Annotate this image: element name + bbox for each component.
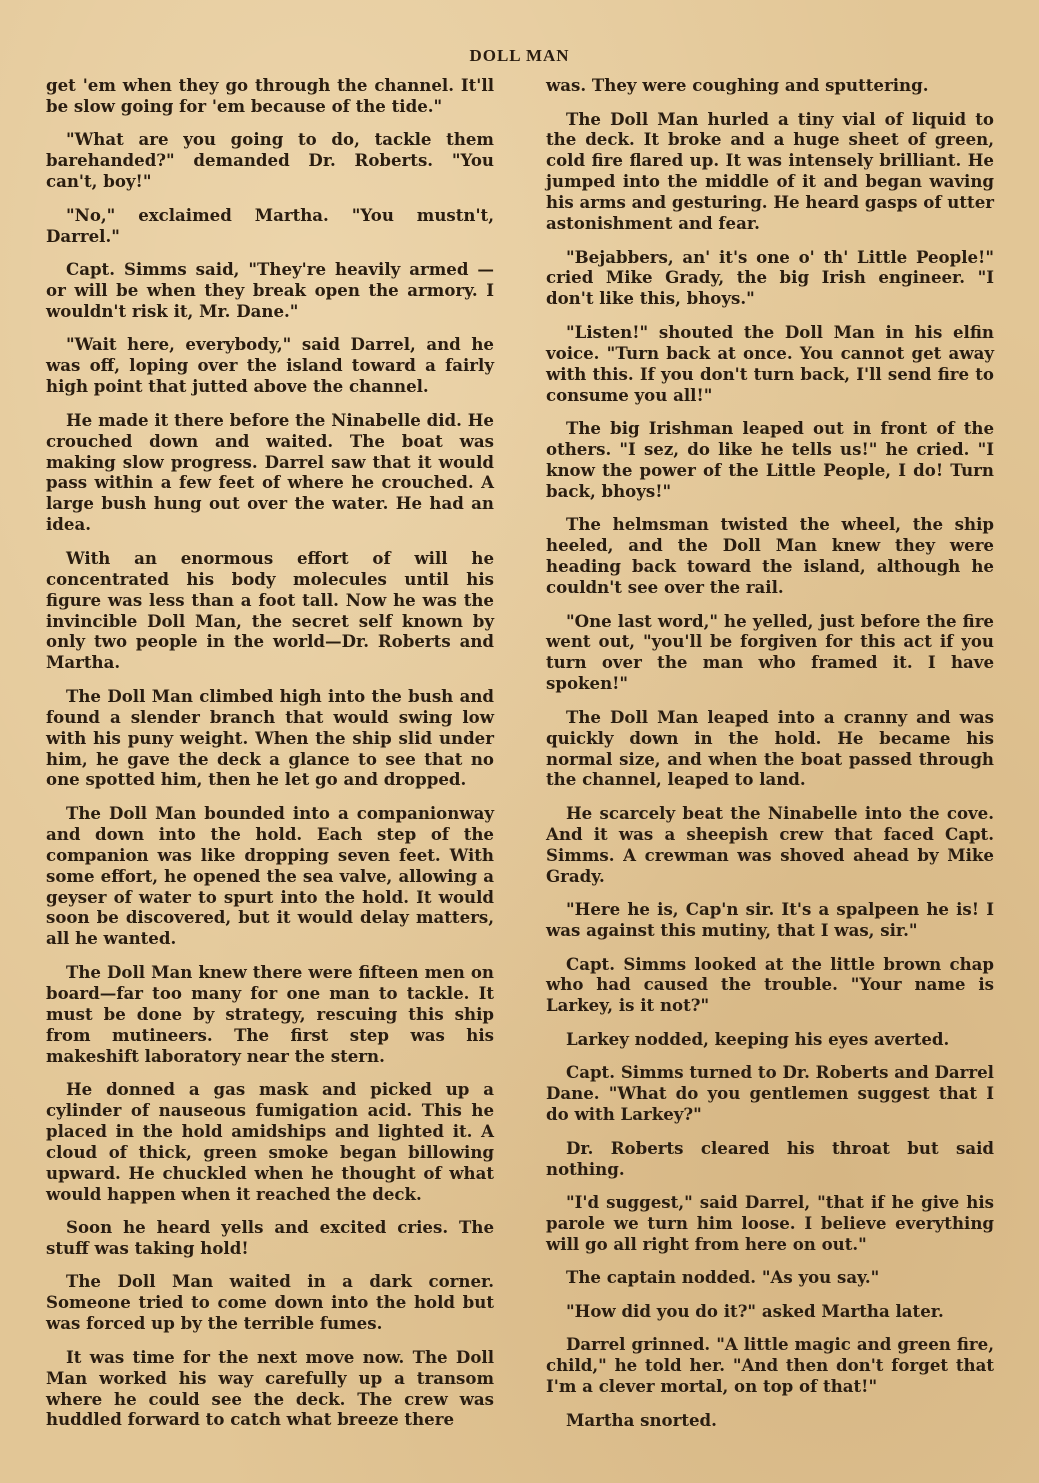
paragraph: He scarcely beat the Ninabelle into the cove. And it was a sheepish crew that faced Capt. Simms. A crewman was shoved ahead by Mike Grady. (546, 802, 994, 886)
paragraph: The Doll Man climbed high into the bush and found a slender branch that would swing low with his puny weight. When the ship slid under him, he gave the deck a glance to see that no one spotted him, then he let go and dropped. (46, 685, 494, 790)
paragraph: The Doll Man leaped into a cranny and was quickly down in the hold. He became his normal size, and when the boat passed through the channel, leaped to land. (546, 706, 994, 790)
paragraph: "Here he is, Cap'n sir. It's a spalpeen he is! I was against this mutiny, that I was, sir." (546, 899, 994, 941)
paragraph: The Doll Man hurled a tiny vial of liquid to the deck. It broke and a huge sheet of green, cold fire flared up. It was intensely brilliant. He jumped into the middle of it and began waving his arms and gesturing. He heard gasps of utter astonishment and fear. (546, 108, 994, 234)
paragraph: Larkey nodded, keeping his eyes averted. (566, 1028, 950, 1049)
paragraph: The big Irishman leaped out in front of the others. "I sez, do like he tells us!" he cried. "I know the power of the Little People, I do! Turn back, bhoys!" (546, 418, 994, 501)
paragraph: "No," exclaimed Martha. "You mustn't, Darrel." (46, 204, 494, 246)
paragraph: Soon he heard yells and excited cries. The stuff was taking hold! (46, 1217, 494, 1258)
paragraph: The Doll Man bounded into a companionway and down into the hold. Each step of the companion was like dropping seven feet. With some effort, he opened the sea valve, allowing a geyser of water to spurt into the hold. It would soon be discovered, but it would delay matters, all he wanted. (46, 802, 494, 949)
paragraph: The Doll Man waited in a dark corner. Someone tried to come down into the hold but was forced up by the terrible fumes. (46, 1271, 494, 1334)
paragraph: The captain nodded. "As you say." (566, 1267, 880, 1288)
paragraph: Capt. Simms turned to Dr. Roberts and Darrel Dane. "What do you gentlemen suggest that I do with Larkey?" (546, 1062, 994, 1125)
paragraph: "How did you do it?" asked Martha later. (566, 1300, 944, 1321)
paragraph: It was time for the next move now. The Doll Man worked his way carefully up a transom where he could see the deck. The crew was huddled forward to catch what breeze there (46, 1346, 494, 1430)
paragraph: The Doll Man knew there were fifteen men on board—far too many for one man to tackle. It must be done by strategy, rescuing this ship from mutineers. The first step was his makeshift laboratory near the stern. (46, 961, 494, 1066)
paragraph: Martha snorted. (566, 1409, 717, 1430)
paragraph: get 'em when they go through the channel. It'll be slow going for 'em because of the tide." (46, 75, 494, 116)
paragraph: "One last word," he yelled, just before the fire went out, "you'll be forgiven for this act if you turn over the man who framed it. I have spoken!" (546, 610, 994, 694)
paragraph: Capt. Simms said, "They're heavily armed —or will be when they break open the armory. I wouldn't risk it, Mr. Dane." (46, 259, 494, 321)
paragraph: Darrel grinned. "A little magic and green fire, child," he told her. "And then don't forget that I'm a clever mortal, on top of that!" (546, 1334, 994, 1397)
paragraph: Dr. Roberts cleared his throat but said nothing. (546, 1137, 994, 1179)
paragraph: "What are you going to do, tackle them barehanded?" demanded Dr. Roberts. "You can't, boy!" (46, 129, 494, 192)
paragraph: "I'd suggest," said Darrel, "that if he give his parole we turn him loose. I believe everything will go all right from here on out." (546, 1192, 994, 1254)
page-header: DOLL MAN (469, 46, 570, 65)
paragraph: "Wait here, everybody," said Darrel, and he was off, loping over the island toward a fairly high point that jutted above the channel. (46, 334, 494, 397)
paragraph: The helmsman twisted the wheel, the ship heeled, and the Doll Man knew they were heading back toward the island, although he couldn't see over the rail. (546, 514, 994, 597)
right-column (546, 75, 994, 1443)
paragraph: "Bejabbers, an' it's one o' th' Little People!" cried Mike Grady, the big Irish engineer. "I don't like this, bhoys." (546, 246, 994, 309)
paragraph: Capt. Simms looked at the little brown chap who had caused the trouble. "Your name is Larkey, is it not?" (546, 953, 994, 1016)
paragraph: He made it there before the Ninabelle did. He crouched down and waited. The boat was making slow progress. Darrel saw that it would pass within a few feet of where he crouched. A large bush hung out over the water. He had an idea. (46, 409, 494, 535)
paragraph: "Listen!" shouted the Doll Man in his elfin voice. "Turn back at once. You cannot get away with this. If you don't turn back, I'll send fire to consume you all!" (546, 321, 994, 405)
paragraph: was. They were coughing and sputtering. (546, 75, 929, 95)
paragraph: With an enormous effort of will he concentrated his body molecules until his figure was less than a foot tall. Now he was the invincible Doll Man, the secret self known by only two people in the world—Dr. Roberts and Martha. (46, 547, 494, 673)
paragraph: He donned a gas mask and picked up a cylinder of nauseous fumigation acid. This he placed in the hold amidships and lighted it. A cloud of thick, green smoke began billowing upward. He chuckled when he thought of what would happen when it reached the deck. (46, 1079, 494, 1204)
left-column (46, 75, 494, 1443)
